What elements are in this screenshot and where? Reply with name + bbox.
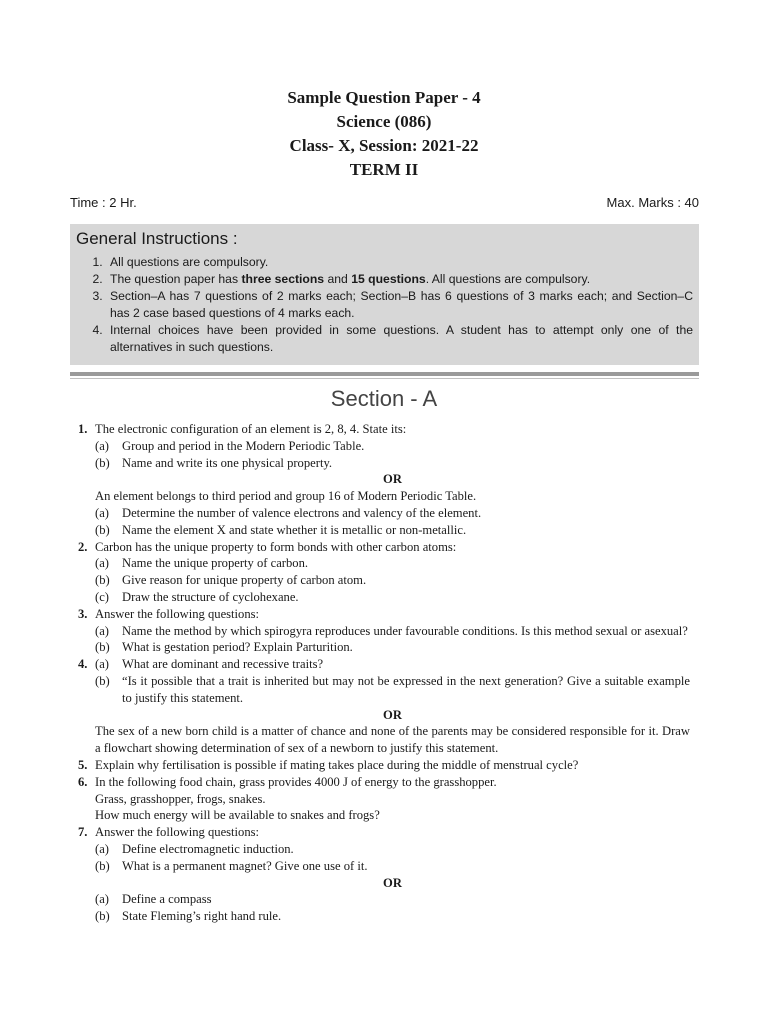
or-separator: OR (383, 875, 402, 890)
exam-meta (70, 195, 699, 210)
instruction-bold: 15 questions (351, 272, 426, 286)
food-chain-text: Grass, grasshopper, frogs, snakes. (95, 791, 266, 806)
question-5 (78, 757, 690, 774)
question-4 (78, 656, 690, 757)
sub-text: Define a compass (122, 892, 212, 907)
sub-label: (a) (95, 841, 109, 856)
instruction-item: 3. Section–A has 7 questions of 2 marks each; Section–B has 6 questions of 3 marks each; and Section–C has 2 case based questions of 4 marks each. (106, 288, 693, 322)
section-title: Section - A (330, 386, 438, 411)
sub-text: Name the element X and state whether it is metallic or non-metallic. (122, 522, 467, 537)
question-3 (78, 606, 690, 656)
sub-question (95, 639, 690, 656)
alternative-text: The sex of a new born child is a matter of chance and none of the parents may be considered responsible for it. Draw a flowchart showing determination of sex of a newborn to justify this statement. (95, 724, 690, 756)
sub-text: What is gestation period? Explain Parturition. (122, 640, 353, 655)
alternative-text: An element belongs to third period and group 16 of Modern Periodic Table. (95, 489, 477, 504)
instruction-item: 4. Internal choices have been provided in some questions. A student has to attempt only one of the alternatives in such questions. (106, 322, 693, 356)
instruction-text: and (324, 272, 352, 286)
sub-text: Draw the structure of cyclohexane. (122, 589, 299, 604)
section-divider (70, 372, 699, 376)
sub-question (95, 589, 690, 606)
sub-label: (b) (95, 858, 110, 873)
instruction-bold: three sections (241, 272, 325, 286)
question-number: 1. (78, 422, 88, 436)
question-text: Carbon has the unique property to form bonds with other carbon atoms: (95, 539, 457, 554)
question-7 (78, 824, 690, 925)
sub-question (95, 555, 690, 572)
question-text: How much energy will be available to snakes and frogs? (95, 808, 380, 823)
sub-question (95, 438, 690, 455)
or-separator: OR (383, 472, 402, 487)
sub-text: Group and period in the Modern Periodic Table. (122, 438, 365, 453)
question-number: 3. (78, 606, 88, 621)
sub-text: Give reason for unique property of carbon atom. (122, 573, 367, 588)
sub-label: (a) (95, 657, 109, 672)
time-label: Time : 2 Hr. (70, 195, 137, 210)
question-number: 2. (78, 539, 88, 554)
instructions-list (76, 254, 693, 356)
sub-label: (c) (95, 589, 109, 604)
question-2 (78, 539, 690, 606)
sub-text: What are dominant and recessive traits? (122, 657, 324, 672)
instruction-item (106, 271, 693, 288)
sub-text: State Fleming’s right hand rule. (122, 909, 282, 924)
question-body (95, 757, 690, 774)
sub-label: (b) (95, 573, 110, 588)
sub-text: Name the unique property of carbon. (122, 556, 309, 571)
sub-text: Name the method by which spirogyra reproduces under favourable conditions. Is this method sexual or asexual? (122, 623, 688, 638)
sub-label: (a) (95, 892, 109, 907)
question-body (95, 539, 690, 606)
question-body (95, 421, 690, 539)
sub-label: (b) (95, 909, 110, 924)
max-marks-label: Max. Marks : 40 (606, 195, 699, 210)
sub-label: (a) (95, 623, 109, 638)
sub-question (95, 623, 690, 640)
sub-text: What is a permanent magnet? Give one use of it. (122, 858, 368, 873)
sub-label: (b) (95, 522, 110, 537)
sub-label: (a) (95, 438, 109, 453)
sub-label: (b) (95, 640, 110, 655)
sub-question (95, 908, 690, 925)
question-number: 7. (78, 825, 88, 840)
question-number: 4. (78, 657, 88, 672)
sub-label: (b) (95, 455, 110, 470)
paper-title: Sample Question Paper - 4 (287, 88, 481, 107)
sub-text: Name and write its one physical property. (122, 455, 333, 470)
instruction-text: The question paper has (110, 272, 242, 286)
instruction-text: . All questions are compulsory. (425, 272, 591, 286)
sub-question (95, 891, 690, 908)
sub-question (95, 505, 690, 522)
sub-question (95, 522, 690, 539)
or-separator: OR (383, 707, 402, 722)
sub-text: “Is it possible that a trait is inherited but may not be expressed in the next generation? Give a suitable example to justify this statement. (122, 673, 690, 705)
sub-label: (b) (95, 673, 110, 688)
question-1 (78, 421, 690, 539)
instruction-item: 1. All questions are compulsory. (106, 254, 693, 271)
sub-question (95, 572, 690, 589)
question-body (95, 824, 690, 925)
question-body (95, 606, 690, 656)
question-text: Answer the following questions: (95, 825, 260, 840)
general-instructions-box (70, 224, 699, 365)
sub-question (95, 455, 690, 472)
question-body (95, 656, 690, 757)
sub-label: (a) (95, 556, 109, 571)
paper-header (0, 86, 768, 182)
term-title: TERM II (349, 160, 419, 179)
questions-list (78, 421, 690, 925)
question-text: In the following food chain, grass provides 4000 J of energy to the grasshopper. (95, 774, 497, 789)
sub-label: (a) (95, 505, 109, 520)
question-text: Explain why fertilisation is possible if mating takes place during the middle of menstrual cycle? (95, 757, 579, 772)
question-text: Answer the following questions: (95, 606, 260, 621)
sub-question (95, 841, 690, 858)
class-session: Class- X, Session: 2021-22 (289, 136, 479, 155)
subject-title: Science (086) (336, 112, 432, 131)
instructions-title: General Instructions : (76, 229, 238, 248)
question-number: 6. (78, 774, 88, 789)
sub-question (95, 656, 690, 673)
question-body (95, 774, 690, 824)
sub-text: Determine the number of valence electrons and valency of the element. (122, 505, 482, 520)
question-number: 5. (78, 757, 88, 772)
question-6 (78, 774, 690, 824)
sub-text: Define electromagnetic induction. (122, 841, 294, 856)
sub-question (95, 673, 690, 707)
question-text: The electronic configuration of an element is 2, 8, 4. State its: (95, 422, 407, 436)
sub-question (95, 858, 690, 875)
section-divider-thin (70, 378, 699, 379)
